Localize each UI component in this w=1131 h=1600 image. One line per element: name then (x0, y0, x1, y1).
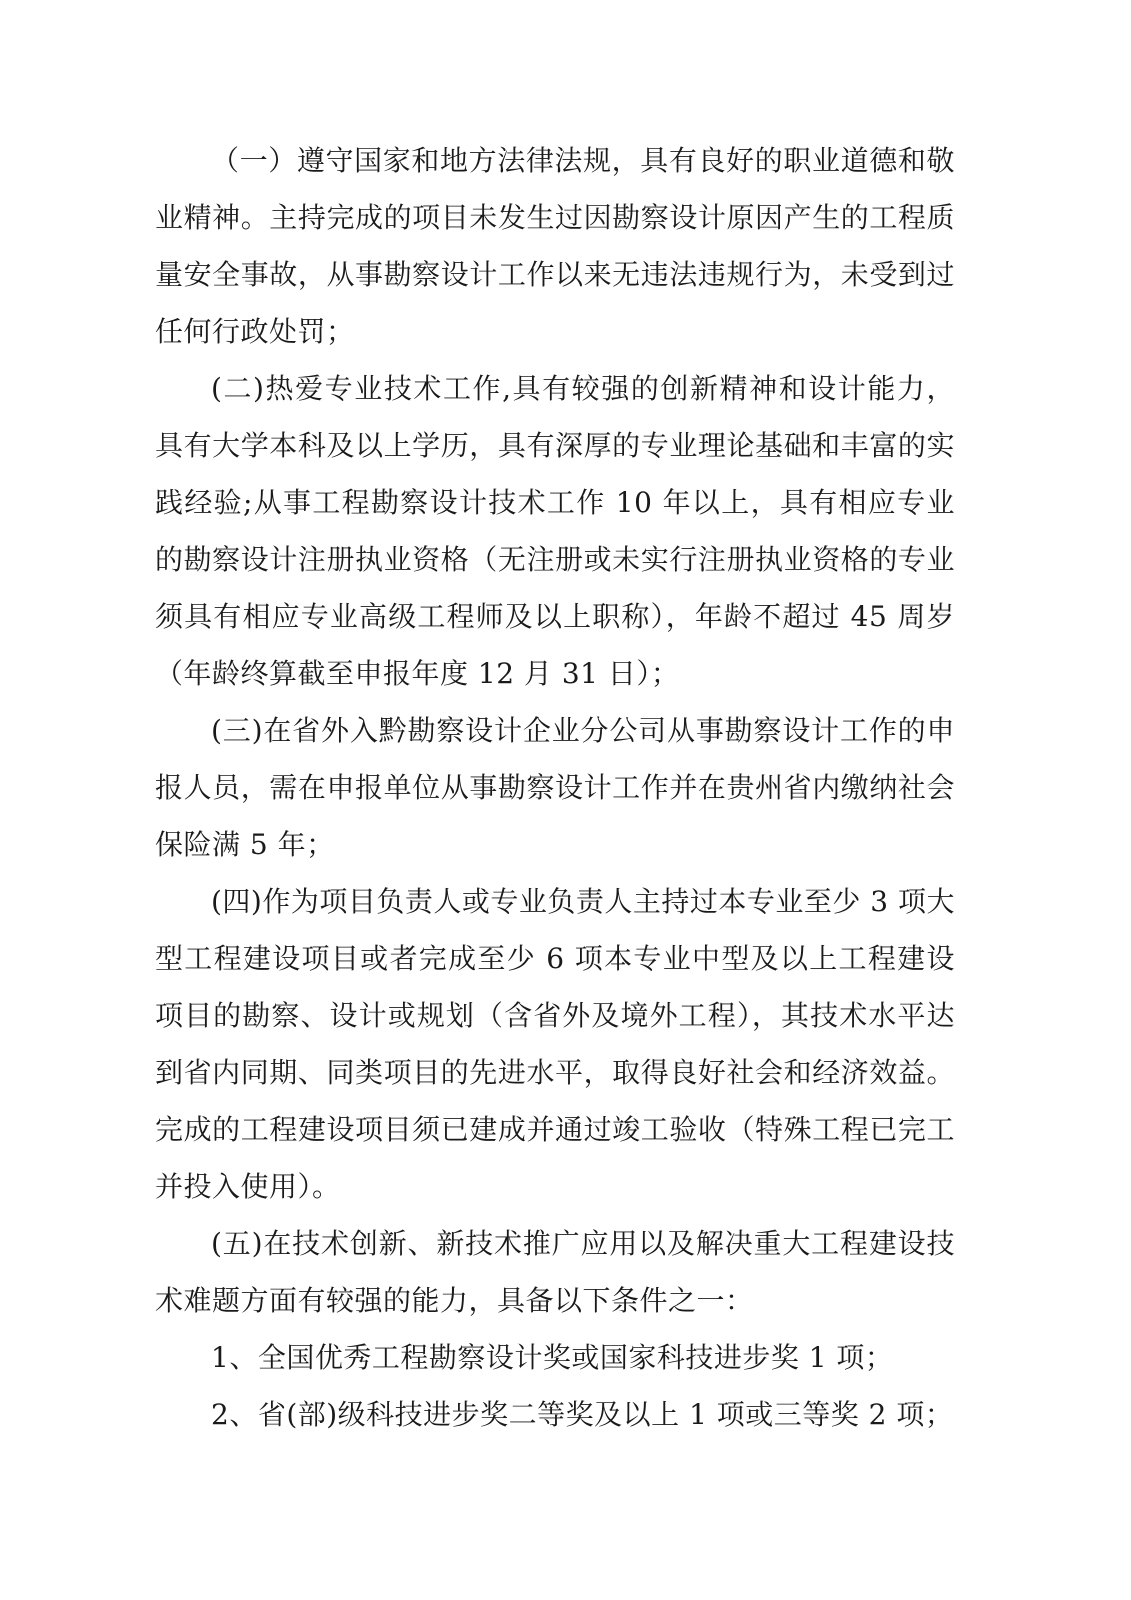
list-item-award-2: 2、省(部)级科技进步奖二等奖及以上 1 项或三等奖 2 项； (211, 1398, 954, 1431)
paragraph-condition-4: (四)作为项目负责人或专业负责人主持过本专业至少 3 项大型工程建设项目或者完成至少 6 项本专业中型及以上工程建设项目的勘察、设计或规划（含省外及境外工程），其技术水平达到省内同期、同类项目的先进水平，取得良好社会和经济效益。完成的工程建设项目须已建成并通过竣工验收（特殊工程已完工并投入使用）。 (155, 885, 955, 1203)
paragraph-condition-5: (五)在技术创新、新技术推广应用以及解决重大工程建设技术难题方面有较强的能力，具备以下条件之一： (155, 1227, 955, 1317)
document-page (155, 132, 955, 1443)
list-item-award-1: 1、全国优秀工程勘察设计奖或国家科技进步奖 1 项； (211, 1341, 894, 1374)
paragraph-condition-2: (二)热爱专业技术工作,具有较强的创新精神和设计能力，具有大学本科及以上学历，具有深厚的专业理论基础和丰富的实践经验;从事工程勘察设计技术工作 10 年以上，具有相应专业的勘察设计注册执业资格（无注册或未实行注册执业资格的专业须具有相应专业高级工程师及以上职称），年龄不超过 45 周岁（年龄终算截至申报年度 12 月 31 日）； (155, 372, 955, 690)
paragraph-condition-1: （一）遵守国家和地方法律法规，具有良好的职业道德和敬业精神。主持完成的项目未发生过因勘察设计原因产生的工程质量安全事故，从事勘察设计工作以来无违法违规行为，未受到过任何行政处罚； (155, 144, 955, 348)
paragraph-condition-3: (三)在省外入黔勘察设计企业分公司从事勘察设计工作的申报人员，需在申报单位从事勘察设计工作并在贵州省内缴纳社会保险满 5 年； (155, 714, 955, 861)
